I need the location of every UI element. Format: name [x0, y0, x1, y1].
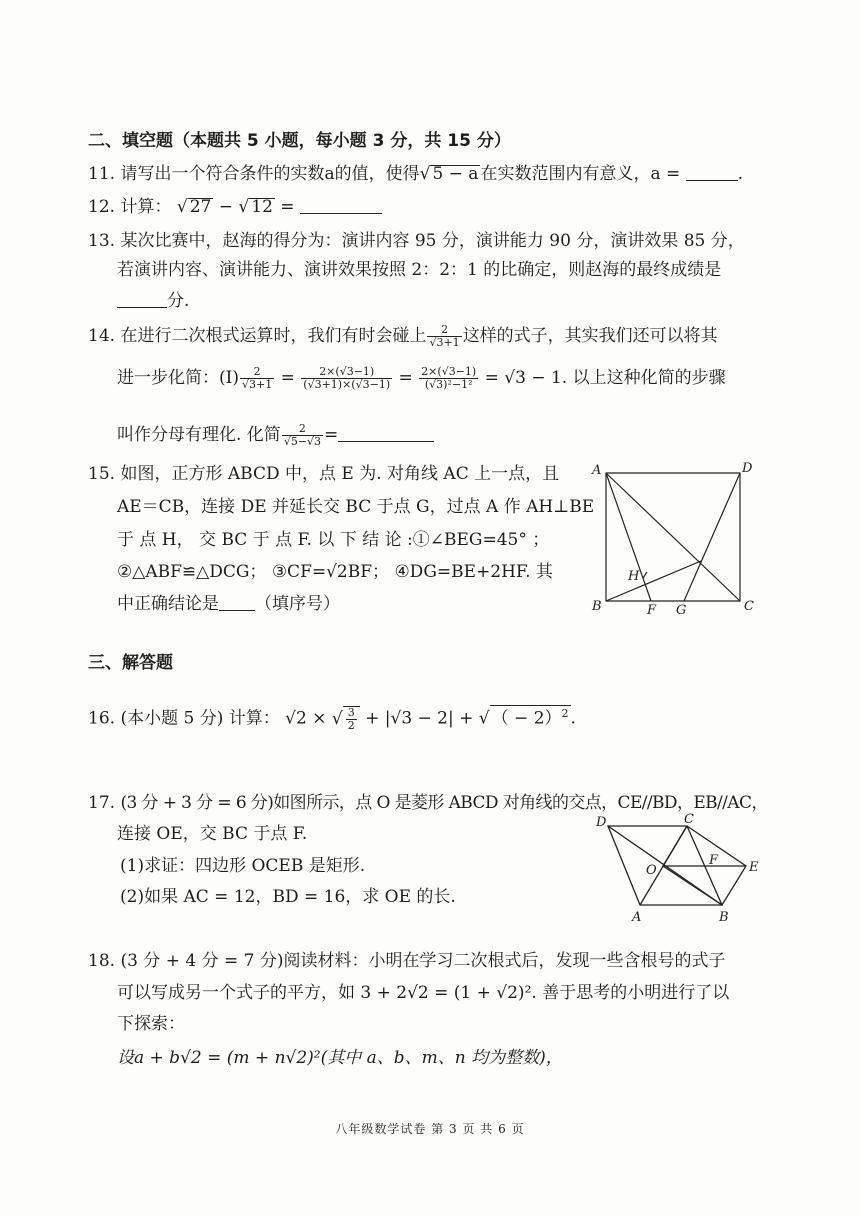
question-18-line-4: 设a + b√2 = (m + n√2)²(其中 a、b、m、n 均为整数)，: [117, 1048, 563, 1068]
figure-rhombus-abcd: [592, 810, 772, 928]
question-number: 15.: [88, 464, 116, 484]
question-12: 12. 计算： √ 27 − √ 12 =: [88, 196, 382, 218]
question-text: 计算：: [120, 197, 172, 217]
sqrt-12: √ 12: [238, 197, 273, 217]
question-14-line-3: 叫作分母有理化. 化简 $\frac{2}{√5-√3}$ =: [117, 423, 434, 448]
question-17-line-2: 连接 OE，交 BC 于点 F.: [117, 824, 308, 844]
question-text: 某次比赛中，赵海的得分为：演讲内容 95 分，演讲能力 90 分，演讲效果 85 分，: [120, 231, 745, 251]
sqrt-fraction: √ $\frac{3}{2}$: [332, 706, 360, 732]
fraction: $\frac{2\times(√3-1)}{\text{(√3)²−1²}}$: [421, 365, 477, 391]
question-15-line-5: 中正确结论是 （填序号）: [117, 594, 340, 614]
label-e: E: [749, 860, 759, 875]
question-number: 12.: [88, 197, 116, 217]
question-15-line-2: AE＝CB，连接 DE 并延长交 BC 于点 G，过点 A 作 AH⊥BE: [117, 497, 595, 517]
question-number: 13.: [88, 231, 116, 251]
answer-blank[interactable]: [219, 594, 255, 611]
label-d: D: [596, 815, 607, 830]
sqrt-expression: √ 5 − a: [419, 164, 479, 184]
question-18-line-2: 可以写成另一个式子的平方，如 3 + 2√2 = (1 + √2)². 善于思考的小明进行了以: [117, 983, 730, 1003]
question-14-line-1: 14. 在进行二次根式运算时，我们有时会碰上 $\frac{2}{√3+1}$ 这样的式子，其实我们还可以将其: [88, 323, 718, 349]
fraction: $\frac{2\times(√3-1)}{(√3+1)\times(√3-1)}$: [303, 365, 391, 391]
label-b: B: [719, 910, 729, 925]
label-f: F: [647, 603, 657, 618]
question-18-line-1: 18. (3 分 + 4 分 = 7 分)阅读材料：小明在学习二次根式后，发现一些含根号的式子: [88, 951, 726, 971]
question-14-line-2: 进一步化简：(I) $\frac{2}{√3+1}$ = $\frac{2\times(√3-1)}{(√3+1)\times(√3-1)}$ = $\frac{2\times(√3-1)}{\text{(√3)²−1²}}$ = √3 − 1. 以上这种化简的步骤: [117, 365, 726, 391]
label-c: C: [684, 812, 694, 827]
question-number: 17.: [88, 793, 116, 813]
question-15-line-1: 15. 如图，正方形 ABCD 中，点 E 为. 对角线 AC 上一点，且: [88, 464, 560, 484]
question-15-line-3: 于 点 H， 交 BC 于 点 F. 以 下 结 论 :①∠BEG=45° ；: [117, 530, 550, 550]
question-13-line-2: 若演讲内容、演讲能力、演讲效果按照 2：2：1 的比确定，则赵海的最终成绩是: [117, 260, 722, 280]
label-c: C: [744, 599, 754, 614]
question-text: 在实数范围内有意义，a =: [480, 164, 681, 184]
label-b: B: [592, 599, 602, 614]
question-17-part-1: (1)求证：四边形 OCEB 是矩形.: [120, 856, 366, 876]
sqrt-square: √ （ − 2）$^2$: [478, 707, 569, 729]
question-13-line-3: 分.: [117, 290, 189, 312]
question-text: 请写出一个符合条件的实数a的值，使得: [120, 164, 420, 184]
question-15-line-4: ②△ABF≌△DCG； ③CF=√2BF； ④DG=BE+2HF. 其: [117, 562, 553, 582]
section-title-fill-in: 二、填空题（本题共 5 小题，每小题 3 分，共 15 分）: [88, 131, 511, 151]
segment-dg: [684, 473, 740, 601]
question-18-line-3: 下探索：: [117, 1014, 185, 1034]
label-g: G: [676, 603, 687, 618]
question-17-part-2: (2)如果 AC = 12，BD = 16，求 OE 的长.: [120, 887, 456, 907]
question-17-line-1: 17. (3 分 + 3 分 = 6 分)如图所示，点 O 是菱形 ABCD 对角线的交点，CE//BD，EB//AC，: [88, 793, 768, 813]
question-16: 16. (本小题 5 分) 计算： √2 × √ $\frac{3}{2}$ + |√3 − 2| + √ （ − 2）$^2$ .: [88, 705, 576, 732]
label-a: A: [632, 910, 642, 925]
question-number: 11.: [88, 164, 116, 184]
diagonal-ac: [606, 473, 740, 601]
question-11: 11. 请写出一个符合条件的实数a的值，使得√ 5 − a 在实数范围内有意义，a = .: [88, 164, 744, 184]
fraction: $\frac{2}{√3+1}$: [429, 323, 460, 349]
question-13-line-1: [88, 230, 745, 252]
label-a: A: [592, 463, 602, 478]
right-angle-mark: [643, 572, 647, 578]
label-o: O: [646, 863, 657, 878]
label-f: F: [709, 853, 719, 868]
figure-square-abcd: [588, 458, 758, 618]
question-number: 14.: [88, 326, 116, 346]
answer-blank[interactable]: [338, 425, 434, 442]
label-h: H: [628, 569, 640, 584]
answer-blank[interactable]: [117, 291, 167, 308]
sqrt-27: √ 27: [176, 197, 212, 217]
question-number: 16.: [88, 708, 116, 729]
label-d: D: [742, 461, 753, 476]
answer-blank[interactable]: [686, 164, 738, 181]
answer-blank[interactable]: [300, 197, 382, 214]
section-title-solve: 三、解答题: [88, 653, 173, 673]
question-number: 18.: [88, 951, 116, 971]
fraction: $\frac{2}{√5-√3}$: [283, 422, 322, 448]
fraction: $\frac{2}{√3+1}$: [241, 365, 273, 391]
page-footer: 八年级数学试卷 第 3 页 共 6 页: [335, 1122, 525, 1136]
